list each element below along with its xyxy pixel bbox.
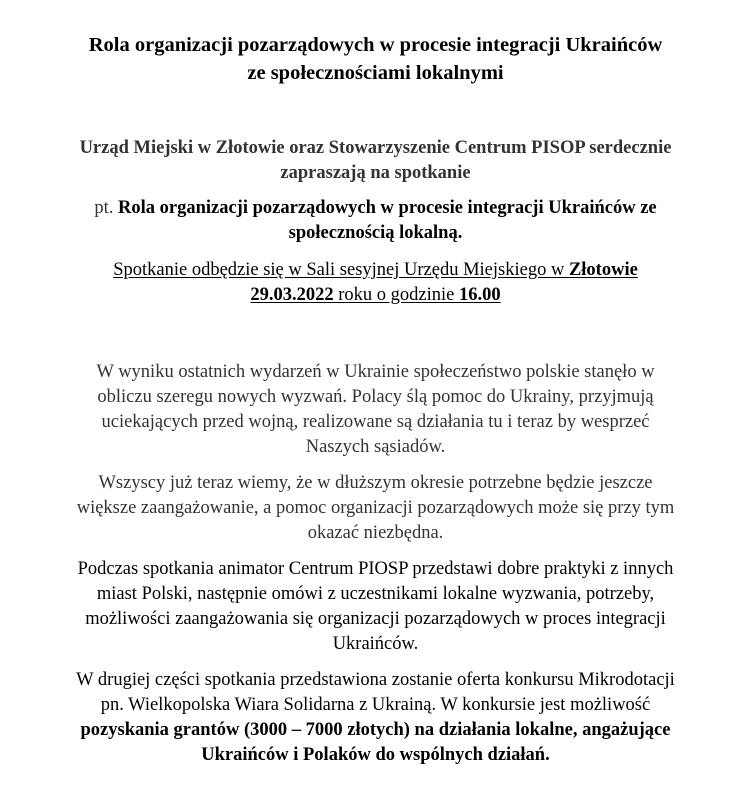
paragraph-engagement: [30, 471, 721, 546]
document-title: [30, 0, 721, 87]
paragraph-line: uciekających przed wojną, realizowane są działania tu i teraz by wesprzeć: [101, 412, 650, 432]
paragraph-line: miast Polski, następnie omówi z uczestnikami lokalne wyzwania, potrzeby,: [96, 584, 655, 604]
venue-date: 29.03.2022: [250, 285, 334, 305]
title-line-1: Rola organizacji pozarządowych w procesie integracji Ukraińców: [88, 34, 663, 56]
meeting-venue: [30, 258, 721, 308]
paragraph-line: możliwości zaangażowania się organizacji pozarządowych w proces integracji: [85, 609, 666, 629]
paragraph-grant-offer: [30, 668, 721, 768]
paragraph-line: W drugiej części spotkania przedstawiona zostanie oferta konkursu Mikrodotacji: [76, 670, 675, 690]
paragraph-line: Wszyscy już teraz wiemy, że w dłuższym okresie potrzebne będzie jeszcze: [98, 473, 653, 493]
venue-time-text: roku o godzinie: [333, 285, 459, 305]
paragraph-line: okazać niezbędna.: [307, 523, 444, 543]
paragraph-line: Podczas spotkania animator Centrum PIOSP przedstawi dobre praktyki z innych: [77, 559, 674, 579]
grant-highlight-line: Ukraińców i Polaków do wspólnych działań.: [201, 745, 550, 765]
paragraph-line: pn. Wielkopolska Wiara Solidarna z Ukrainą. W konkursie jest możliwość: [100, 695, 651, 715]
subject-prefix: pt.: [94, 198, 118, 218]
subject-line-1: Rola organizacji pozarządowych w procesie integracji Ukraińców ze: [118, 198, 657, 218]
subject-line-2: społecznością lokalną.: [288, 223, 463, 243]
venue-city: Złotowie: [568, 260, 638, 280]
organizers-line-2: zapraszają na spotkanie: [280, 163, 471, 183]
paragraph-line: Naszych sąsiadów.: [305, 437, 446, 457]
organizers-line-1: Urząd Miejski w Złotowie oraz Stowarzyszenie Centrum PISOP serdecznie: [79, 138, 672, 158]
meeting-subject: [30, 196, 721, 246]
paragraph-line: większe zaangażowanie, a pomoc organizacji pozarządowych może się przy tym: [76, 498, 675, 518]
organizers-invitation: [30, 136, 721, 186]
grant-highlight-line: pozyskania grantów (3000 – 7000 złotych) na działania lokalne, angażujące: [80, 720, 671, 740]
paragraph-line: obliczu szeregu nowych wyzwań. Polacy ślą pomoc do Ukrainy, przyjmują: [97, 387, 654, 407]
venue-text: Spotkanie odbędzie się w Sali sesyjnej Urzędu Miejskiego w: [113, 260, 569, 280]
title-line-2: ze społecznościami lokalnymi: [247, 62, 504, 84]
venue-time: 16.00: [459, 285, 501, 305]
paragraph-line: Ukraińców.: [332, 634, 419, 654]
paragraph-meeting-program: [30, 557, 721, 657]
paragraph-line: W wyniku ostatnich wydarzeń w Ukrainie społeczeństwo polskie stanęło w: [96, 362, 655, 382]
paragraph-intro: [30, 360, 721, 460]
